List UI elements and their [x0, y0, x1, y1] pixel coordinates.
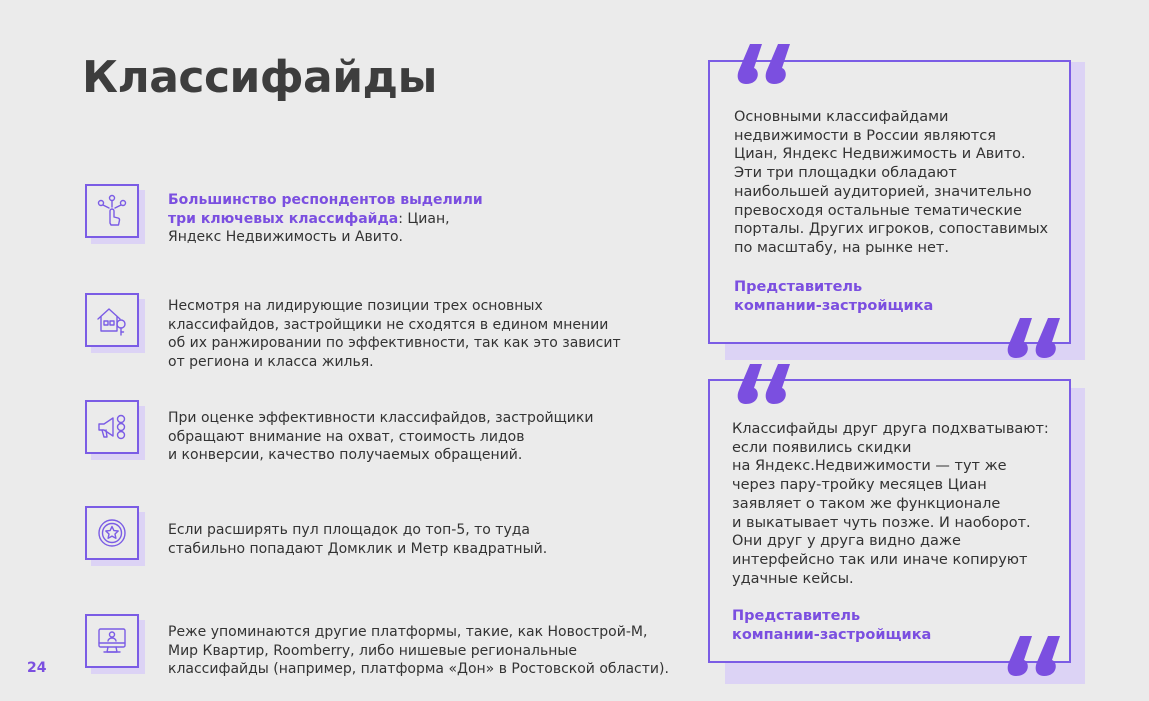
open-quote-icon — [736, 42, 792, 86]
highlight-text: три ключевых классифайда — [168, 210, 399, 227]
list-item — [85, 614, 705, 678]
item-text: обращают внимание на охват, стоимость лидов — [168, 428, 525, 445]
quote-line: порталы. Других игроков, сопоставимых — [734, 221, 1049, 238]
item-text: классифайды (например, платформа «Дон» в Ростовской области). — [168, 661, 669, 677]
quote-line: превосходя остальные тематические — [734, 202, 1022, 219]
page-number: 24 — [27, 660, 47, 676]
close-quote-icon — [1006, 316, 1062, 360]
quote-author: Представитель — [734, 279, 863, 295]
quote-line: Они друг у друга видно даже — [732, 533, 961, 550]
highlight-text: Большинство респондентов выделили — [168, 192, 483, 208]
list-item — [85, 293, 705, 369]
quote-author: компании-застройщика — [732, 626, 932, 643]
list-item — [85, 184, 705, 244]
icon-frame — [85, 614, 145, 674]
item-text: классифайдов, застройщики не сходятся в едином мнении — [168, 316, 609, 333]
page-title: Классифайды — [82, 52, 437, 103]
quote-line: Основными классифайдами — [734, 109, 949, 125]
item-text: и конверсии, качество получаемых обращений. — [168, 447, 523, 463]
quote-line: Циан, Яндекс Недвижимость и Авито. — [734, 146, 1026, 163]
quote-line: по масштабу, на рынке нет. — [734, 239, 949, 256]
megaphone-coins-icon — [94, 409, 130, 445]
monitor-user-icon — [94, 623, 130, 659]
list-item — [85, 506, 705, 566]
icon-frame — [85, 184, 145, 244]
quote-line: заявляет о таком же функционале — [732, 495, 1001, 512]
quote-line: Классифайды друг друга подхватывают: — [732, 421, 1049, 437]
quote-line: если появились скидки — [732, 439, 912, 456]
finger-tap-network-icon — [94, 193, 130, 229]
item-text: стабильно попадают Домклик и Метр квадратный. — [168, 540, 548, 557]
star-badge-icon — [94, 515, 130, 551]
item-text: Яндекс Недвижимость и Авито. — [168, 229, 403, 245]
item-text: Если расширять пул площадок до топ-5, то туда — [168, 522, 530, 538]
quote-card — [708, 360, 1088, 686]
open-quote-icon — [736, 362, 792, 406]
item-text: Несмотря на лидирующие позиции трех основных — [168, 298, 543, 314]
quote-line: интерфейсно так или иначе копируют — [732, 551, 1028, 568]
item-text: : Циан, — [398, 210, 450, 227]
quote-author: Представитель — [732, 608, 861, 624]
icon-frame — [85, 293, 145, 353]
quote-line: на Яндекс.Недвижимости — тут же — [732, 458, 1007, 475]
item-text: При оценке эффективности классифайдов, застройщики — [168, 410, 594, 426]
quote-line: и выкатывает чуть позже. И наоборот. — [732, 514, 1031, 531]
quote-card — [708, 40, 1088, 360]
item-text: Мир Квартир, Roomberry, либо нишевые региональные — [168, 642, 578, 659]
icon-frame — [85, 400, 145, 460]
quote-line: через пару-тройку месяцев Циан — [732, 477, 987, 494]
quote-line: удачные кейсы. — [732, 570, 854, 587]
list-item — [85, 400, 705, 463]
icon-frame — [85, 506, 145, 566]
quote-line: недвижимости в России являются — [734, 127, 996, 144]
quote-line: Эти три площадки обладают — [734, 165, 957, 182]
quote-line: наибольшей аудиторией, значительно — [734, 183, 1032, 200]
quote-author: компании-застройщика — [734, 297, 934, 314]
item-text: об их ранжировании по эффективности, так как это зависит — [168, 335, 621, 351]
item-text: Реже упоминаются другие платформы, такие, как Новострой-М, — [168, 624, 648, 640]
close-quote-icon — [1006, 634, 1062, 678]
house-key-icon — [94, 302, 130, 338]
item-text: от региона и класса жилья. — [168, 353, 374, 370]
